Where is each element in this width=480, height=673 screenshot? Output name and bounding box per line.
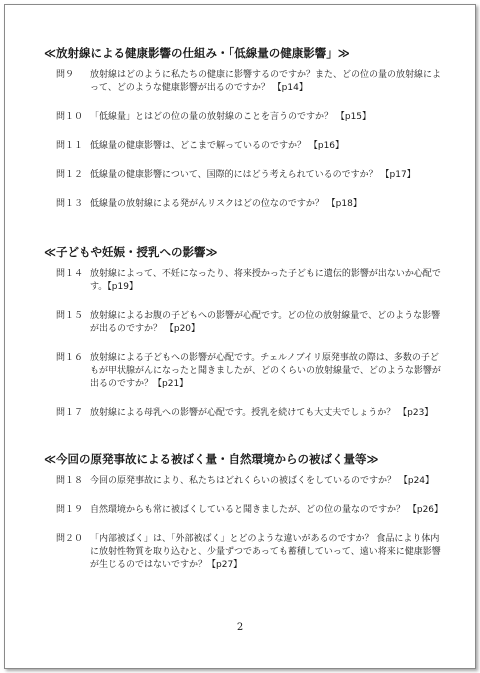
- question-number: 問１６: [56, 353, 84, 363]
- section-heading-mechanism: ≪放射線による健康影響の仕組み・「低線量の健康影響」≫: [44, 46, 350, 60]
- question-13: [56, 198, 444, 211]
- question-number: 問１２: [56, 170, 84, 180]
- question-number: 問１３: [56, 199, 84, 209]
- question-11: [56, 140, 444, 153]
- question-index: [44, 46, 444, 588]
- question-18: [56, 475, 444, 488]
- question-text: 「内部被ばく」は、「外部被ばく」とどのような違いがあるのですか？ 食品により体内に放射性物質を取り込むと、少量ずつであっても蓄積していって、遠い将来に健康影響が生じるのではないですか？【p27】: [90, 534, 441, 570]
- question-19: [56, 504, 444, 517]
- page-number: 2: [236, 622, 244, 633]
- question-number: 問１４: [56, 269, 84, 279]
- question-15: [56, 310, 444, 336]
- question-10: [56, 111, 444, 124]
- question-number: 問１１: [56, 141, 84, 151]
- question-text: 放射線による子どもへの影響が心配です。チェルノブイリ原発事故の際は、多数の子どもが甲状腺がんになったと聞きましたが、どのくらいの放射線量で、どのような影響が出るのですか？【p21】: [90, 353, 441, 389]
- question-20: [56, 533, 444, 572]
- question-text: 放射線はどのように私たちの健康に影響するのですか？また、どの位の量の放射線によって、どのような健康影響が出るのですか？ 【p14】: [90, 70, 442, 93]
- section-heading-children: ≪子どもや妊娠・授乳への影響≫: [44, 245, 218, 259]
- question-12: [56, 169, 444, 182]
- question-16: [56, 352, 444, 391]
- question-number: 問２０: [56, 534, 84, 544]
- question-text: 放射線による母乳への影響が心配です。授乳を続けても大丈夫でしょうか？ 【p23】: [90, 408, 434, 418]
- question-9: [56, 69, 444, 95]
- question-text: 今回の原発事故により、私たちはどれくらいの被ばくをしているのですか？ 【p24】: [90, 476, 435, 486]
- question-text: 自然環境からも常に被ばくしていると聞きましたが、どの位の量なのですか？ 【p26】: [90, 505, 444, 515]
- question-text: 低線量の健康影響は、どこまで解っているのですか？ 【p16】: [90, 141, 345, 151]
- question-17: [56, 407, 444, 420]
- question-14: [56, 268, 444, 294]
- question-text: 放射線によるお腹の子どもへの影響が心配です。どの位の放射線量で、どのような影響が出るのですか？ 【p20】: [90, 311, 441, 334]
- section-heading-exposure: ≪今回の原発事故による被ばく量・自然環境からの被ばく量等≫: [44, 452, 379, 466]
- question-text: 低線量の放射線による発がんリスクはどの位なのですか？ 【p18】: [90, 199, 362, 209]
- question-number: 問９: [56, 70, 75, 80]
- question-text: 放射線によって、不妊になったり、将来授かった子どもに遺伝的影響が出ないか心配です。【p19】: [90, 269, 441, 292]
- question-number: 問１９: [56, 505, 84, 515]
- question-text: 低線量の健康影響について、国際的にはどう考えられているのですか？ 【p17】: [90, 170, 416, 180]
- question-number: 問１０: [56, 112, 84, 122]
- question-text: 「低線量」とはどの位の量の放射線のことを言うのですか？ 【p15】: [90, 112, 372, 122]
- question-number: 問１５: [56, 311, 84, 321]
- question-number: 問１８: [56, 476, 84, 486]
- question-number: 問１７: [56, 408, 84, 418]
